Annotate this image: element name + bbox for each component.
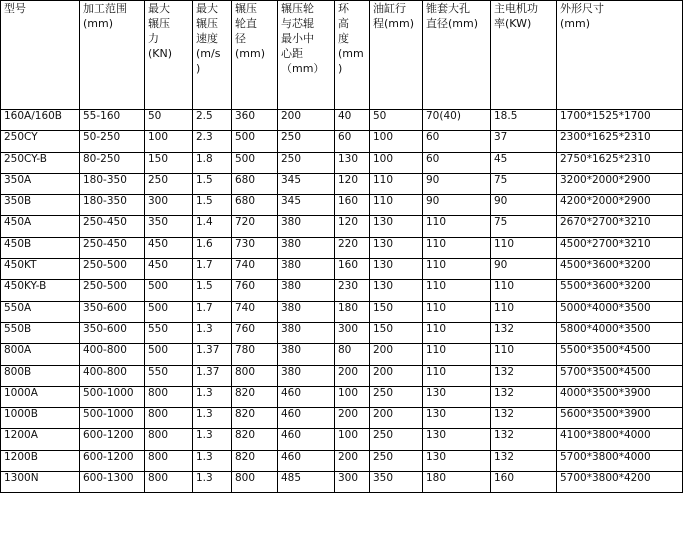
table-row [1,237,683,258]
table-row [1,386,683,407]
table-cell: 550 [145,322,193,343]
table-cell: 130 [423,429,491,450]
table-cell: 740 [232,301,278,322]
table-cell: 1.6 [193,237,232,258]
table-cell: 5700*3500*4500 [557,365,683,386]
table-row [1,280,683,301]
column-header-line: (m/s [196,47,221,60]
table-cell: 220 [335,237,370,258]
table-cell: 40 [335,110,370,131]
table-cell: 2.3 [193,131,232,152]
table-cell: 600-1200 [80,429,145,450]
column-header-line: 加工范围 [83,2,127,15]
table-cell: 55-160 [80,110,145,131]
table-cell: 345 [278,173,335,194]
table-cell: 50 [370,110,423,131]
table-cell: 130 [423,408,491,429]
model-cell: 450KY-B [1,280,80,301]
table-cell: 150 [145,152,193,173]
table-cell: 360 [232,110,278,131]
table-cell: 110 [491,237,557,258]
column-header-line: 最大 [196,2,218,15]
table-cell: 1.5 [193,280,232,301]
table-row [1,365,683,386]
table-cell: 300 [335,472,370,493]
table-row [1,429,683,450]
table-cell: 250-450 [80,216,145,237]
table-cell: 60 [423,152,491,173]
table-cell: 110 [423,322,491,343]
table-cell: 1.3 [193,386,232,407]
table-cell: 5500*3500*4500 [557,344,683,365]
column-header-line: 油缸行 [373,2,406,15]
model-cell: 350B [1,195,80,216]
model-cell: 160A/160B [1,110,80,131]
table-cell: 500-1000 [80,408,145,429]
table-cell: 4500*3600*3200 [557,259,683,280]
header-row [1,1,683,110]
table-cell: 110 [370,173,423,194]
table-cell: 780 [232,344,278,365]
column-header-line: 辗压 [235,2,257,15]
table-body [1,110,683,493]
table-cell: 680 [232,173,278,194]
table-cell: 1.37 [193,344,232,365]
table-cell: 1.3 [193,450,232,471]
column-header-line: 高 [338,17,349,30]
column-header [1,1,80,110]
table-cell: 200 [278,110,335,131]
table-cell: 80-250 [80,152,145,173]
table-cell: 760 [232,322,278,343]
table-cell: 90 [491,259,557,280]
table-cell: 75 [491,216,557,237]
table-cell: 110 [370,195,423,216]
table-cell: 110 [423,280,491,301]
table-cell: 460 [278,429,335,450]
table-cell: 350 [145,216,193,237]
column-header-line: 程(mm) [373,17,415,30]
model-cell: 800A [1,344,80,365]
table-cell: 1.4 [193,216,232,237]
table-cell: 500 [145,344,193,365]
table-cell: 132 [491,386,557,407]
table-cell: 250 [370,450,423,471]
table-cell: 200 [370,344,423,365]
model-cell: 350A [1,173,80,194]
table-row [1,173,683,194]
table-cell: 50 [145,110,193,131]
table-cell: 18.5 [491,110,557,131]
column-header-line: 辗压 [196,17,218,30]
table-cell: 250-450 [80,237,145,258]
table-cell: 110 [423,237,491,258]
table-cell: 345 [278,195,335,216]
table-cell: 37 [491,131,557,152]
column-header-line: 径 [235,32,246,45]
table-cell: 120 [335,173,370,194]
table-cell: 100 [145,131,193,152]
table-cell: 200 [335,408,370,429]
table-cell: 150 [370,301,423,322]
table-cell: 110 [491,344,557,365]
table-cell: 1.3 [193,472,232,493]
table-cell: 380 [278,216,335,237]
table-cell: 380 [278,301,335,322]
table-cell: 820 [232,408,278,429]
table-cell: 180 [423,472,491,493]
table-cell: 600-1300 [80,472,145,493]
table-cell: 800 [145,450,193,471]
table-cell: 110 [491,301,557,322]
table-cell: 2670*2700*3210 [557,216,683,237]
table-cell: 350 [370,472,423,493]
table-cell: 110 [423,365,491,386]
table-cell: 460 [278,408,335,429]
table-cell: 250 [370,429,423,450]
table-cell: 680 [232,195,278,216]
column-header-line: 锥套大孔 [426,2,470,15]
table-cell: 500 [145,280,193,301]
table-cell: 450 [145,259,193,280]
table-cell: 800 [145,429,193,450]
column-header-line: 辗压轮 [281,2,314,15]
column-header-line: 最小中 [281,32,314,45]
table-cell: 90 [423,195,491,216]
table-cell: 250 [145,173,193,194]
table-cell: 130 [335,152,370,173]
table-cell: 250-500 [80,259,145,280]
table-cell: 90 [491,195,557,216]
table-cell: 1.3 [193,408,232,429]
table-cell: 400-800 [80,365,145,386]
table-cell: 2300*1625*2310 [557,131,683,152]
table-cell: 120 [335,216,370,237]
table-cell: 380 [278,344,335,365]
table-cell: 110 [491,280,557,301]
table-cell: 800 [145,472,193,493]
table-cell: 400-800 [80,344,145,365]
table-cell: 130 [370,237,423,258]
table-cell: 380 [278,259,335,280]
column-header [557,1,683,110]
column-header-line: 外形尺寸 [560,2,604,15]
table-cell: 350-600 [80,322,145,343]
table-cell: 300 [335,322,370,343]
table-cell: 160 [335,195,370,216]
column-header-line: (mm) [560,17,591,30]
column-header-line: 力 [148,32,159,45]
table-cell: 130 [370,216,423,237]
table-cell: 80 [335,344,370,365]
model-cell: 1200B [1,450,80,471]
column-header [491,1,557,110]
table-row [1,301,683,322]
table-cell: 110 [423,344,491,365]
table-cell: 250 [370,386,423,407]
column-header-line: (mm) [83,17,114,30]
table-cell: 5700*3800*4000 [557,450,683,471]
table-row [1,131,683,152]
column-header-line: 辗压 [148,17,170,30]
table-cell: 130 [370,259,423,280]
table-cell: 132 [491,408,557,429]
model-cell: 450A [1,216,80,237]
table-cell: 110 [423,216,491,237]
table-cell: 200 [370,408,423,429]
column-header [423,1,491,110]
column-header-line: (mm) [235,47,266,60]
model-cell: 800B [1,365,80,386]
table-cell: 5600*3500*3900 [557,408,683,429]
table-cell: 2.5 [193,110,232,131]
table-cell: 5700*3800*4200 [557,472,683,493]
column-header-line: （mm） [281,62,325,75]
column-header-line: 型号 [4,2,26,15]
table-cell: 1.7 [193,259,232,280]
table-cell: 500 [232,131,278,152]
table-cell: 1.5 [193,195,232,216]
table-cell: 5000*4000*3500 [557,301,683,322]
table-cell: 4200*2000*2900 [557,195,683,216]
table-cell: 820 [232,386,278,407]
table-cell: 800 [232,472,278,493]
table-cell: 250 [278,131,335,152]
column-header [145,1,193,110]
table-cell: 60 [335,131,370,152]
table-row [1,152,683,173]
table-cell: 1.37 [193,365,232,386]
table-cell: 250 [278,152,335,173]
model-cell: 550B [1,322,80,343]
column-header-line: (KN) [148,47,173,60]
table-cell: 75 [491,173,557,194]
table-cell: 70(40) [423,110,491,131]
table-row [1,472,683,493]
column-header [80,1,145,110]
table-cell: 4500*2700*3210 [557,237,683,258]
table-cell: 500-1000 [80,386,145,407]
table-cell: 4100*3800*4000 [557,429,683,450]
table-cell: 110 [423,301,491,322]
table-cell: 130 [423,450,491,471]
table-cell: 250-500 [80,280,145,301]
table-row [1,322,683,343]
table-cell: 2750*1625*2310 [557,152,683,173]
table-cell: 160 [491,472,557,493]
column-header [370,1,423,110]
table-cell: 450 [145,237,193,258]
table-cell: 300 [145,195,193,216]
table-cell: 460 [278,450,335,471]
column-header-line: (mm [338,47,364,60]
table-cell: 380 [278,280,335,301]
column-header-line: 环 [338,2,349,15]
table-cell: 5500*3600*3200 [557,280,683,301]
column-header-line: 速度 [196,32,218,45]
table-cell: 1.8 [193,152,232,173]
table-cell: 380 [278,237,335,258]
table-cell: 820 [232,429,278,450]
table-cell: 50-250 [80,131,145,152]
column-header-line: ) [196,62,201,75]
table-cell: 132 [491,429,557,450]
table-cell: 60 [423,131,491,152]
table-cell: 200 [335,450,370,471]
model-cell: 550A [1,301,80,322]
table-cell: 730 [232,237,278,258]
table-cell: 500 [145,301,193,322]
table-cell: 160 [335,259,370,280]
table-row [1,216,683,237]
table-cell: 350-600 [80,301,145,322]
column-header-line: 心距 [281,47,303,60]
table-cell: 180-350 [80,173,145,194]
column-header-line: 与芯辊 [281,17,314,30]
table-row [1,259,683,280]
column-header-line: 率(KW) [494,17,532,30]
table-cell: 130 [370,280,423,301]
model-cell: 1000B [1,408,80,429]
table-cell: 500 [232,152,278,173]
model-cell: 450KT [1,259,80,280]
table-cell: 150 [370,322,423,343]
table-row [1,110,683,131]
column-header-line: 轮直 [235,17,257,30]
column-header-line: 度 [338,32,349,45]
table-cell: 1.3 [193,322,232,343]
table-cell: 5800*4000*3500 [557,322,683,343]
table-row [1,195,683,216]
table-cell: 485 [278,472,335,493]
table-cell: 110 [423,259,491,280]
table-cell: 460 [278,386,335,407]
table-cell: 380 [278,322,335,343]
table-cell: 800 [145,408,193,429]
model-cell: 450B [1,237,80,258]
model-cell: 250CY-B [1,152,80,173]
table-cell: 200 [370,365,423,386]
table-cell: 100 [335,429,370,450]
table-cell: 720 [232,216,278,237]
model-cell: 250CY [1,131,80,152]
table-cell: 1.7 [193,301,232,322]
table-cell: 1.5 [193,173,232,194]
table-cell: 100 [335,386,370,407]
table-cell: 180 [335,301,370,322]
table-cell: 820 [232,450,278,471]
table-cell: 4000*3500*3900 [557,386,683,407]
table-cell: 1.3 [193,429,232,450]
table-cell: 800 [145,386,193,407]
table-cell: 600-1200 [80,450,145,471]
table-cell: 180-350 [80,195,145,216]
table-cell: 132 [491,365,557,386]
table-cell: 230 [335,280,370,301]
table-cell: 100 [370,131,423,152]
table-cell: 740 [232,259,278,280]
column-header [193,1,232,110]
table-cell: 130 [423,386,491,407]
model-cell: 1300N [1,472,80,493]
table-cell: 760 [232,280,278,301]
table-cell: 132 [491,322,557,343]
table-cell: 132 [491,450,557,471]
table-row [1,344,683,365]
table-cell: 800 [232,365,278,386]
model-cell: 1000A [1,386,80,407]
table-cell: 45 [491,152,557,173]
table-cell: 90 [423,173,491,194]
table-cell: 380 [278,365,335,386]
column-header-line: 直径(mm) [426,17,479,30]
table-row [1,408,683,429]
table-cell: 100 [370,152,423,173]
model-cell: 1200A [1,429,80,450]
table-cell: 550 [145,365,193,386]
table-cell: 3200*2000*2900 [557,173,683,194]
table-cell: 1700*1525*1700 [557,110,683,131]
column-header [335,1,370,110]
column-header-line: 最大 [148,2,170,15]
column-header-line: ) [338,62,343,75]
table-cell: 200 [335,365,370,386]
column-header-line: 主电机功 [494,2,538,15]
table-row [1,450,683,471]
column-header [232,1,278,110]
column-header [278,1,335,110]
